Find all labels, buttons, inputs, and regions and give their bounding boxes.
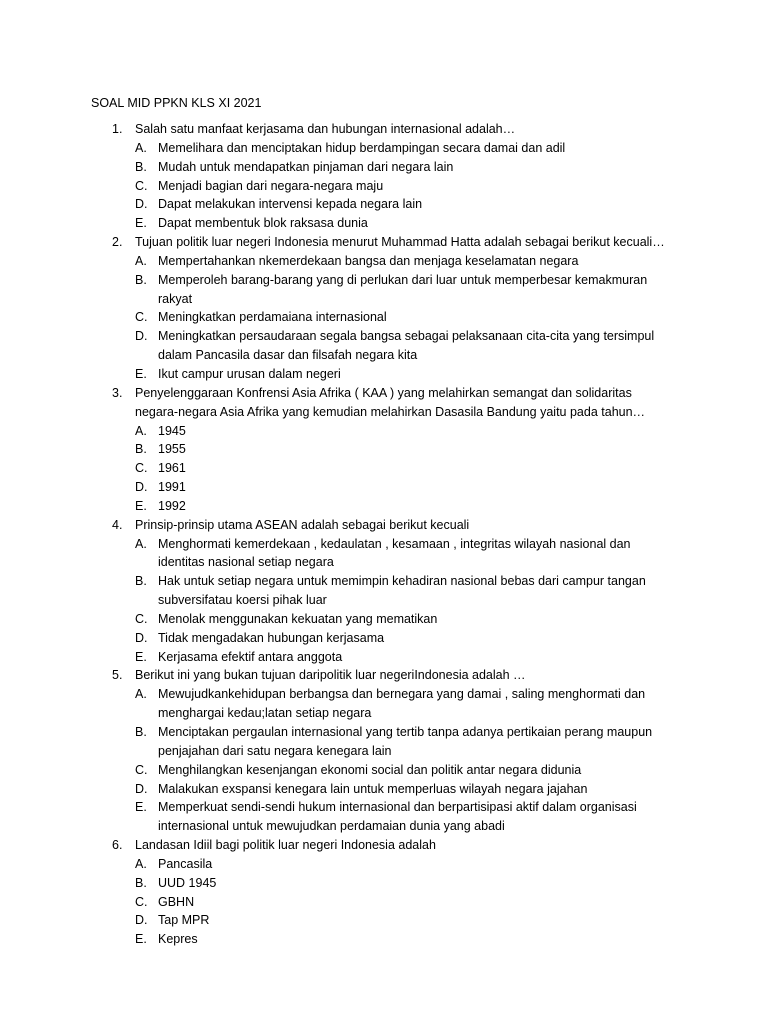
option-text: Dapat membentuk blok raksasa dunia: [158, 216, 368, 231]
option-letter: E.: [135, 800, 147, 815]
question-item: [0, 516, 768, 667]
option-text: 1955: [158, 442, 186, 457]
option-item: [135, 723, 678, 761]
question-text: Tujuan politik luar negeri Indonesia menurut Muhammad Hatta adalah sebagai berikut kecuali…: [135, 235, 665, 250]
option-text: Hak untuk setiap negara untuk memimpin kehadiran nasional bebas dari campur tangan subversifatau koersi pihak luar: [158, 574, 646, 608]
option-text: 1961: [158, 461, 186, 476]
option-letter: B.: [135, 272, 147, 287]
option-item: [135, 214, 678, 233]
option-letter: D.: [135, 197, 148, 212]
option-letter: A.: [135, 856, 147, 871]
option-list: [135, 855, 678, 949]
option-text: Kepres: [158, 932, 198, 947]
option-letter: A.: [135, 253, 147, 268]
option-item: [135, 308, 678, 327]
option-item: [135, 893, 678, 912]
question-text: Landasan Idiil bagi politik luar negeri Indonesia adalah: [135, 838, 436, 853]
option-item: [135, 874, 678, 893]
question-item: [0, 120, 768, 233]
option-text: GBHN: [158, 894, 195, 909]
question-text: Berikut ini yang bukan tujuan daripolitik luar negeriIndonesia adalah …: [135, 668, 526, 683]
option-letter: E.: [135, 216, 147, 231]
option-item: [135, 139, 678, 158]
option-letter: B.: [135, 725, 147, 739]
option-text: Tidak mengadakan hubungan kerjasama: [158, 630, 385, 645]
option-text: Memperoleh barang-barang yang di perlukan dari luar untuk memperbesar kemakmuran rakyat: [158, 272, 648, 306]
option-list: [135, 535, 678, 667]
option-letter: C.: [135, 611, 148, 626]
option-item: [135, 648, 678, 667]
option-letter: C.: [135, 762, 148, 777]
option-list: [135, 139, 678, 233]
option-letter: A.: [135, 140, 147, 155]
option-text: 1992: [158, 498, 186, 513]
option-letter: E.: [135, 366, 147, 381]
option-text: Dapat melakukan intervensi kepada negara lain: [158, 197, 423, 212]
option-text: 1991: [158, 480, 186, 495]
option-item: [135, 422, 678, 441]
question-number: 2.: [112, 235, 123, 250]
option-text: Memelihara dan menciptakan hidup berdampingan secara damai dan adil: [158, 140, 566, 155]
question-number: 4.: [112, 517, 123, 532]
question-number: 6.: [112, 838, 123, 853]
option-item: [135, 911, 678, 930]
option-letter: B.: [135, 875, 147, 890]
option-item: [135, 930, 678, 949]
option-letter: C.: [135, 178, 148, 193]
option-text: Pancasila: [158, 856, 213, 871]
option-letter: E.: [135, 649, 147, 664]
option-text: Menciptakan pergaulan internasional yang tertib tanpa adanya pertikaian perang maupun penjajahan dari satu negara kenegara lain: [158, 725, 653, 758]
option-list: [135, 685, 678, 836]
question-item: [0, 666, 768, 836]
option-letter: E.: [135, 932, 147, 947]
option-item: [135, 497, 678, 516]
option-letter: C.: [135, 310, 148, 325]
option-list: [135, 252, 678, 384]
option-text: Malakukan exspansi kenegara lain untuk memperluas wilayah negara jajahan: [158, 781, 588, 796]
option-text: Memperkuat sendi-sendi hukum internasional dan berpartisipasi aktif dalam organisasi internasional untuk mewujudkan perdamaian dunia yang abadi: [158, 800, 637, 834]
option-text: Tap MPR: [158, 913, 210, 928]
option-item: [135, 327, 678, 365]
option-text: Mewujudkankehidupan berbangsa dan bernegara yang damai , saling menghormati dan menghargai kedau;latan setiap negara: [158, 687, 646, 721]
option-item: [135, 572, 678, 610]
question-item: [0, 233, 768, 384]
option-letter: A.: [135, 536, 147, 551]
option-text: Mudah untuk mendapatkan pinjaman dari negara lain: [158, 159, 454, 174]
option-item: [135, 478, 678, 497]
option-item: [135, 271, 678, 309]
option-item: [135, 629, 678, 648]
option-text: 1945: [158, 423, 186, 438]
option-letter: D.: [135, 630, 148, 645]
option-letter: E.: [135, 498, 147, 513]
question-number: 3.: [112, 385, 123, 400]
question-item: [0, 384, 768, 516]
option-letter: A.: [135, 687, 147, 702]
option-letter: D.: [135, 480, 148, 495]
option-item: [135, 365, 678, 384]
question-number: 1.: [112, 122, 123, 136]
option-letter: A.: [135, 423, 147, 438]
option-item: [135, 798, 678, 836]
option-item: [135, 535, 678, 573]
option-item: [135, 610, 678, 629]
option-item: [135, 780, 678, 799]
option-text: Ikut campur urusan dalam negeri: [158, 366, 341, 381]
option-item: [135, 440, 678, 459]
option-list: [135, 422, 678, 516]
option-letter: B.: [135, 159, 147, 174]
option-item: [135, 252, 678, 271]
option-text: Menolak menggunakan kekuatan yang mematikan: [158, 611, 438, 626]
option-item: [135, 855, 678, 874]
option-text: Mempertahankan nkemerdekaan bangsa dan menjaga keselamatan negara: [158, 253, 579, 268]
question-item: [0, 836, 768, 949]
option-item: [135, 195, 678, 214]
option-letter: D.: [135, 329, 148, 344]
question-text: Prinsip-prinsip utama ASEAN adalah sebagai berikut kecuali: [135, 517, 470, 532]
option-letter: D.: [135, 913, 148, 928]
option-text: Menjadi bagian dari negara-negara maju: [158, 178, 384, 193]
question-text: Salah satu manfaat kerjasama dan hubungan internasional adalah…: [135, 122, 516, 136]
option-text: Meningkatkan perdamaiana internasional: [158, 310, 387, 325]
option-text: Menghilangkan kesenjangan ekonomi social dan politik antar negara didunia: [158, 762, 582, 777]
option-letter: B.: [135, 442, 147, 457]
option-item: [135, 177, 678, 196]
option-letter: C.: [135, 894, 148, 909]
option-item: [135, 158, 678, 177]
option-text: UUD 1945: [158, 875, 217, 890]
option-item: [135, 459, 678, 478]
option-letter: B.: [135, 574, 147, 589]
question-list: [0, 120, 768, 949]
option-letter: D.: [135, 781, 148, 796]
question-number: 5.: [112, 668, 123, 683]
option-text: Menghormati kemerdekaan , kedaulatan , kesamaan , integritas wilayah nasional dan identitas nasional setiap negara: [158, 536, 631, 570]
option-item: [135, 685, 678, 723]
option-letter: C.: [135, 461, 148, 476]
option-text: Kerjasama efektif antara anggota: [158, 649, 343, 664]
document-title: SOAL MID PPKN KLS XI 2021: [91, 96, 262, 110]
question-text: Penyelenggaraan Konfrensi Asia Afrika ( KAA ) yang melahirkan semangat dan solidaritas negara-negara Asia Afrika yang kemudian melahirkan Dasasila Bandung yaitu pada tahun…: [135, 385, 646, 419]
option-text: Meningkatkan persaudaraan segala bangsa sebagai pelaksanaan cita-cita yang tersimpul dalam Pancasila dasar dan filsafah negara kita: [158, 329, 655, 363]
option-item: [135, 761, 678, 780]
